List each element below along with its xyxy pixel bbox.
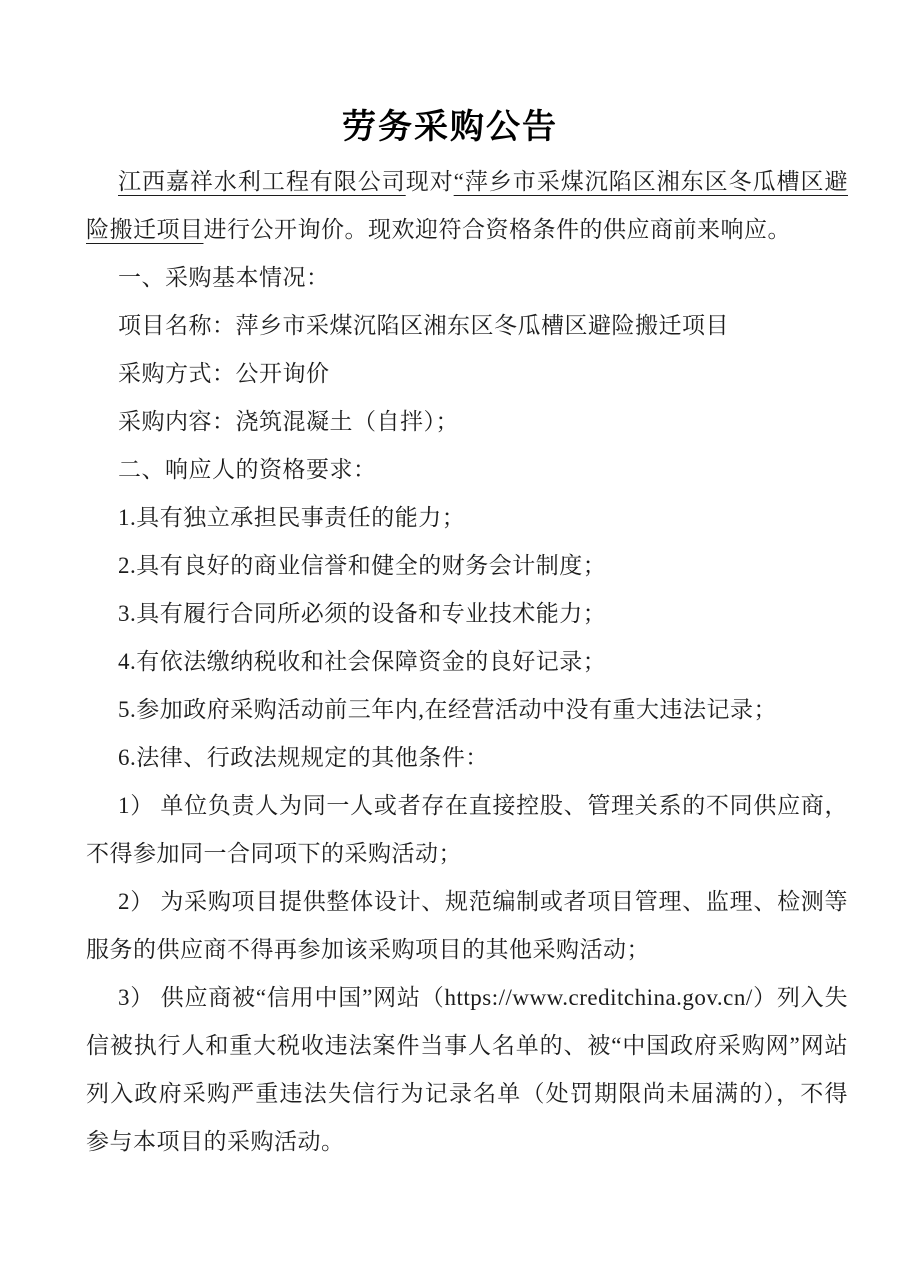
condition-item-3: 3） 供应商被“信用中国”网站（https://www.creditchina.gov.cn/）列入失信被执行人和重大税收违法案件当事人名单的、被“中国政府采购网”网站列入政府采购严重违法失信行为记录名单（处罚期限尚未届满的），不得参与本项目的采购活动。	[86, 985, 848, 1154]
intro-paragraph	[86, 158, 848, 254]
procurement-method-line: 采购方式：公开询价	[118, 361, 330, 386]
condition-item-1: 1） 单位负责人为同一人或者存在直接控股、管理关系的不同供应商，不得参加同一合同项下的采购活动；	[86, 793, 848, 866]
section-1-heading: 一、采购基本情况：	[118, 265, 330, 290]
page-title: 劳务采购公告	[342, 109, 558, 146]
requirement-item-6: 6.法律、行政法规规定的其他条件：	[118, 745, 489, 770]
document-body	[86, 158, 848, 1166]
condition-item-2: 2） 为采购项目提供整体设计、规范编制或者项目管理、监理、检测等服务的供应商不得再参加该采购项目的其他采购活动；	[86, 889, 848, 962]
intro-middle-text: 现对	[405, 169, 454, 194]
project-name-line: 项目名称：萍乡市采煤沉陷区湘东区冬瓜槽区避险搬迁项目	[118, 313, 729, 338]
requirement-item-4: 4.有依法缴纳税收和社会保障资金的良好记录；	[118, 649, 607, 674]
requirement-item-2: 2.具有良好的商业信誉和健全的财务会计制度；	[118, 553, 607, 578]
requirement-item-5: 5.参加政府采购活动前三年内,在经营活动中没有重大违法记录；	[118, 697, 777, 722]
project-name-underlined: “萍乡市采煤沉陷区湘东区冬瓜槽区避险搬迁项目	[86, 169, 848, 242]
requirement-item-1: 1.具有独立承担民事责任的能力；	[118, 505, 466, 530]
section-2-heading: 二、响应人的资格要求：	[118, 457, 377, 482]
intro-rest-text: 进行公开询价。现欢迎符合资格条件的供应商前来响应。	[203, 217, 791, 242]
company-name: 江西嘉祥水利工程有限公司	[118, 169, 406, 194]
procurement-content-line: 采购内容：浇筑混凝土（自拌）；	[118, 409, 459, 434]
requirement-item-3: 3.具有履行合同所必须的设备和专业技术能力；	[118, 601, 607, 626]
